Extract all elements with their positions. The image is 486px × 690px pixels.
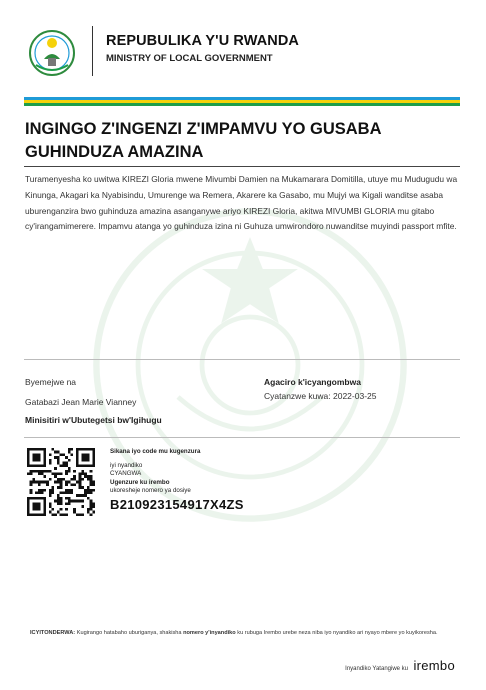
- document-number: B210923154917X4ZS: [110, 497, 244, 512]
- flag-stripes: [24, 97, 460, 106]
- irembo-logo[interactable]: irembo: [413, 658, 455, 673]
- republic-name: REPUBULIKA Y'U RWANDA: [106, 33, 299, 49]
- issue-date-row: [264, 391, 376, 401]
- issue-date-label: Cyatanzwe kuwa:: [264, 391, 331, 401]
- issue-date: 2022-03-25: [333, 391, 377, 401]
- rwanda-coat-of-arms-icon: [28, 29, 76, 77]
- verify-sub-label: ukoresheje nomero ya dosiye: [110, 487, 191, 494]
- section-divider: [24, 359, 460, 360]
- verification-divider: [24, 437, 460, 438]
- approved-by-label: Byemejwe na: [25, 377, 77, 387]
- signer-role: Minisitiri w'Ubutegetsi bw'Igihugu: [25, 415, 162, 425]
- verification-block: [110, 448, 244, 512]
- scan-instruction: Sikana iyo code mu kugenzura: [110, 448, 201, 455]
- printed-value: CYANGWA: [110, 470, 142, 477]
- fee-label: Agaciro k'icyangombwa: [264, 377, 361, 387]
- document-title: INGINGO Z'INGENZI Z'IMPAMVU YO GUSABA GUHINDUZA AMAZINA: [25, 120, 381, 161]
- printed-label: iyi nyandiko: [110, 462, 143, 469]
- notice-label: ICYITONDERWA:: [30, 630, 76, 636]
- document-body: Turamenyesha ko uwitwa KIREZI Gloria mwene Mivumbi Damien na Mukamarara Domitilla, utuye mu Mudugudu wa Kinunga, Akagari ka Nyabisindu, Umurenge wa Remera, Akarere ka Gasabo, mu Mujyi wa Kigali wanditse asaba uburenganzira bwo guhinduza amazina asanganywe ariyo KIREZI Gloria, akitwa MIVUMBI GLORIA mu gitabo cy'irangamimerere. Impamvu atanga yo guhinduza izina ni Guhuza umwirondoro nuwanditse muyindi passport mfite.: [25, 174, 458, 232]
- qr-code-icon[interactable]: [27, 448, 95, 516]
- signer-name: Gatabazi Jean Marie Vianney: [25, 397, 137, 407]
- notice-bold: nomero y'inyandiko: [183, 630, 236, 636]
- notice-text-before: Kugirango hatabaho uburiganya, shakisha: [75, 630, 184, 636]
- verify-label: Ugenzure ku irembo: [110, 479, 170, 486]
- powered-by-label: Inyandiko Yatangiwe ku: [345, 666, 408, 672]
- footer-brand: [345, 657, 455, 675]
- header-divider: [92, 26, 93, 76]
- notice-text-after: ku rubuga Irembo urebe neza niba iyo nyandiko ari nyayo mbere yo kuyikoresha.: [235, 630, 438, 636]
- title-divider: [24, 166, 460, 167]
- flag-stripe-green: [24, 103, 460, 106]
- notice: [30, 628, 460, 638]
- ministry-name: MINISTRY OF LOCAL GOVERNMENT: [106, 53, 273, 64]
